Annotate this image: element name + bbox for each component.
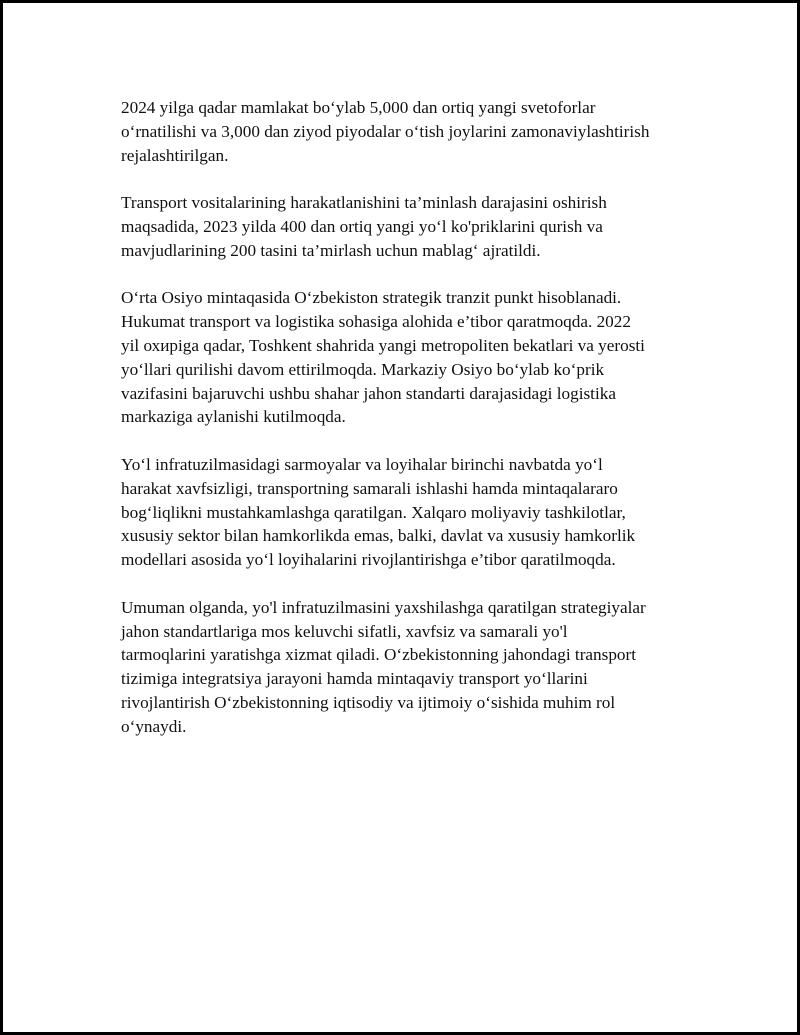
paragraph-conclusion: Umuman olganda, yo'l infratuzilmasini yaxshilashga qaratilgan strategiyalar jahon standartlariga mos keluvchi sifatli, xavfsiz va samarali yo'l tarmoqlarini yaratishga xizmat qiladi. O‘zbekistonning jahondagi transport tizimiga integratsiya jarayoni hamda mintaqaviy transport yo‘llarini rivojlantirish O‘zbekistonning iqtisodiy va ijtimoiy o‘sishida muhim rol o‘ynaydi.: [121, 597, 646, 736]
document-body: [121, 96, 711, 762]
paragraph-transit-hub: O‘rta Osiyo mintaqasida O‘zbekiston strategik tranzit punkt hisoblanadi. Hukumat transport va logistika sohasiga alohida e’tibor qaratmoqda. 2022 yil охиpiga qadar, Toshkent shahrida yangi metropoliten bekatlari va yerosti yo‘llari qurilishi davom ettirilmoqda. Markaziy Osiyo bo‘ylab ko‘prik vazifasini bajaruvchi ushbu shahar jahon standarti darajasidagi logistika markaziga aylanishi kutilmoqda.: [121, 288, 645, 427]
paragraph-investments: Yo‘l infratuzilmasidagi sarmoyalar va loyihalar birinchi navbatda yo‘l harakat xavfsizligi, transportning samarali ishlashi hamda mintaqalararo bog‘liqlikni mustahkamlashga qaratilgan. Xalqaro moliyaviy tashkilotlar, xususiy sektor bilan hamkorlikda emas, balki, davlat va xususiy hamkorlik modellari asosida yo‘l loyihalarini rivojlantirishga e’tibor qaratilmoqda.: [121, 454, 636, 570]
paragraph-bridges: Transport vositalarining harakatlanishini ta’minlash darajasini oshirish maqsadida, 2023 yilda 400 dan ortiq yangi yo‘l ko'priklarini qurish va mavjudlarining 200 tasini ta’mirlash uchun mablag‘ ajratildi.: [121, 193, 607, 260]
paragraph-traffic-lights: 2024 yilga qadar mamlakat bo‘ylab 5,000 dan ortiq yangi svetoforlar o‘rnatilishi va 3,000 dan ziyod piyodalar o‘tish joylarini zamonaviylashtirish rejalashtirilgan.: [121, 98, 650, 165]
